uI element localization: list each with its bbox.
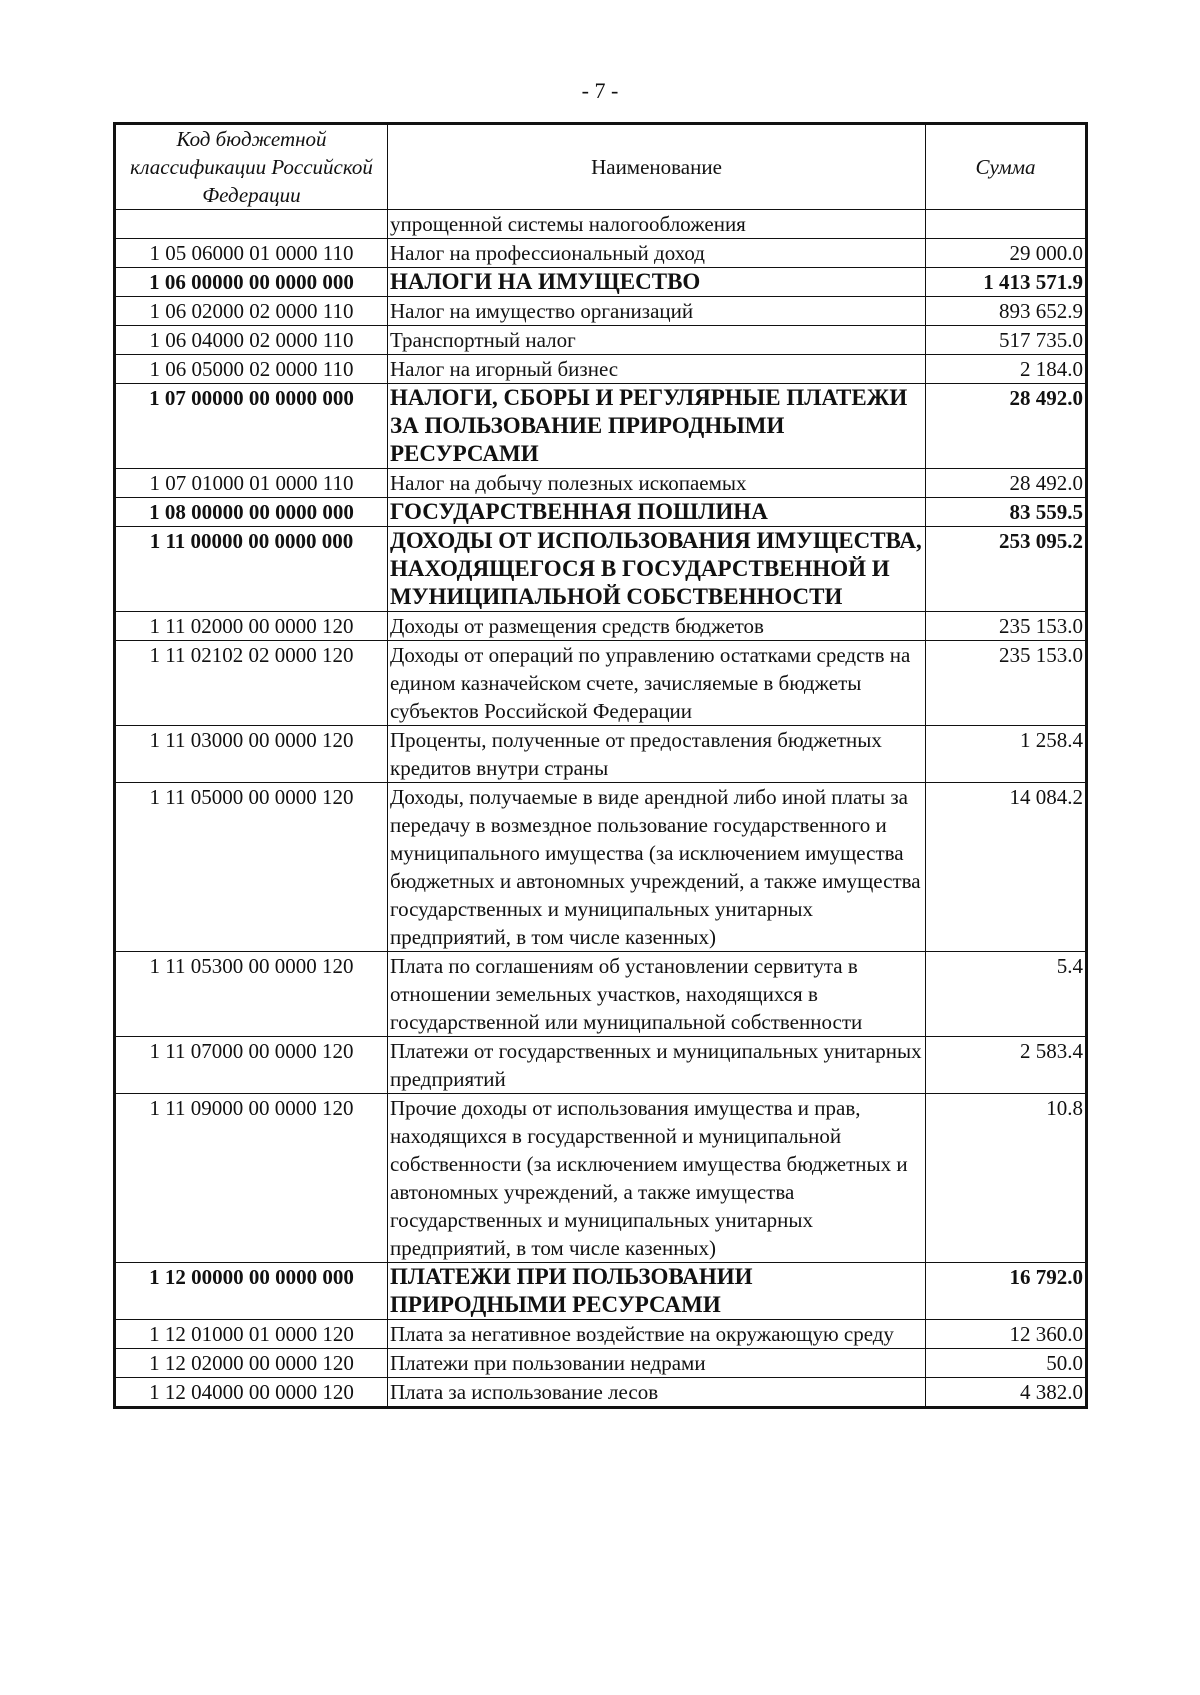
table-row <box>115 268 1087 297</box>
sum-cell <box>926 210 1087 239</box>
sum-cell: 235 153.0 <box>926 641 1087 726</box>
table-row <box>115 384 1087 469</box>
sum-cell: 1 258.4 <box>926 726 1087 783</box>
sum-cell: 50.0 <box>926 1349 1087 1378</box>
table-row <box>115 641 1087 726</box>
sum-cell: 1 413 571.9 <box>926 268 1087 297</box>
name-cell: Плата за негативное воздействие на окружающую среду <box>388 1320 926 1349</box>
code-cell: 1 11 05000 00 0000 120 <box>115 783 388 952</box>
name-cell: Проценты, полученные от предоставления бюджетных кредитов внутри страны <box>388 726 926 783</box>
code-cell: 1 11 09000 00 0000 120 <box>115 1094 388 1263</box>
header-name: Наименование <box>388 124 926 210</box>
code-cell: 1 06 05000 02 0000 110 <box>115 355 388 384</box>
code-cell: 1 08 00000 00 0000 000 <box>115 498 388 527</box>
name-cell: Налог на игорный бизнес <box>388 355 926 384</box>
table-header-row <box>115 124 1087 210</box>
name-cell: Платежи от государственных и муниципальных унитарных предприятий <box>388 1037 926 1094</box>
table-row <box>115 1037 1087 1094</box>
table-row <box>115 1378 1087 1408</box>
name-cell: Доходы от размещения средств бюджетов <box>388 612 926 641</box>
table-row <box>115 783 1087 952</box>
sum-cell: 4 382.0 <box>926 1378 1087 1408</box>
sum-cell: 14 084.2 <box>926 783 1087 952</box>
sum-cell: 235 153.0 <box>926 612 1087 641</box>
name-cell: Плата за использование лесов <box>388 1378 926 1408</box>
sum-cell: 12 360.0 <box>926 1320 1087 1349</box>
table-row <box>115 1349 1087 1378</box>
budget-revenue-table <box>113 122 1088 1409</box>
code-cell: 1 07 00000 00 0000 000 <box>115 384 388 469</box>
sum-cell: 28 492.0 <box>926 469 1087 498</box>
code-cell: 1 11 03000 00 0000 120 <box>115 726 388 783</box>
table-row <box>115 326 1087 355</box>
code-cell: 1 12 01000 01 0000 120 <box>115 1320 388 1349</box>
name-cell: Налог на профессиональный доход <box>388 239 926 268</box>
sum-cell: 893 652.9 <box>926 297 1087 326</box>
table-row <box>115 469 1087 498</box>
code-cell: 1 11 02102 02 0000 120 <box>115 641 388 726</box>
code-cell: 1 06 00000 00 0000 000 <box>115 268 388 297</box>
sum-cell: 517 735.0 <box>926 326 1087 355</box>
name-cell: Транспортный налог <box>388 326 926 355</box>
sum-cell: 5.4 <box>926 952 1087 1037</box>
name-cell: ПЛАТЕЖИ ПРИ ПОЛЬЗОВАНИИ ПРИРОДНЫМИ РЕСУРСАМИ <box>388 1263 926 1320</box>
name-cell: Плата по соглашениям об установлении сервитута в отношении земельных участков, находящихся в государственной или муниципальной собственности <box>388 952 926 1037</box>
code-cell: 1 06 02000 02 0000 110 <box>115 297 388 326</box>
page-number: - 7 - <box>581 78 619 103</box>
code-cell: 1 12 02000 00 0000 120 <box>115 1349 388 1378</box>
sum-cell: 83 559.5 <box>926 498 1087 527</box>
name-cell: НАЛОГИ НА ИМУЩЕСТВО <box>388 268 926 297</box>
sum-cell: 2 184.0 <box>926 355 1087 384</box>
table-row <box>115 297 1087 326</box>
sum-cell: 28 492.0 <box>926 384 1087 469</box>
table-row <box>115 726 1087 783</box>
sum-cell: 29 000.0 <box>926 239 1087 268</box>
table-row <box>115 527 1087 612</box>
code-cell: 1 11 07000 00 0000 120 <box>115 1037 388 1094</box>
table-row <box>115 1320 1087 1349</box>
code-cell: 1 11 00000 00 0000 000 <box>115 527 388 612</box>
name-cell: Налог на имущество организаций <box>388 297 926 326</box>
table-row <box>115 952 1087 1037</box>
name-cell: Доходы, получаемые в виде арендной либо иной платы за передачу в возмездное пользование государственного и муниципального имущества (за исключением имущества бюджетных и автономных учреждений, а также имущества государственных и муниципальных унитарных предприятий, в том числе казенных) <box>388 783 926 952</box>
header-code: Код бюджетной классификации Российской Федерации <box>115 124 388 210</box>
sum-cell: 253 095.2 <box>926 527 1087 612</box>
table-row <box>115 1263 1087 1320</box>
code-cell: 1 11 05300 00 0000 120 <box>115 952 388 1037</box>
name-cell: ГОСУДАРСТВЕННАЯ ПОШЛИНА <box>388 498 926 527</box>
table-row <box>115 1094 1087 1263</box>
sum-cell: 10.8 <box>926 1094 1087 1263</box>
name-cell: Доходы от операций по управлению остатками средств на едином казначейском счете, зачисляемые в бюджеты субъектов Российской Федерации <box>388 641 926 726</box>
name-cell: упрощенной системы налогообложения <box>388 210 926 239</box>
code-cell: 1 07 01000 01 0000 110 <box>115 469 388 498</box>
table-row <box>115 210 1087 239</box>
code-cell: 1 05 06000 01 0000 110 <box>115 239 388 268</box>
name-cell: Платежи при пользовании недрами <box>388 1349 926 1378</box>
name-cell: Налог на добычу полезных ископаемых <box>388 469 926 498</box>
sum-cell: 16 792.0 <box>926 1263 1087 1320</box>
code-cell: 1 12 04000 00 0000 120 <box>115 1378 388 1408</box>
table-row <box>115 355 1087 384</box>
code-cell <box>115 210 388 239</box>
table-row <box>115 498 1087 527</box>
header-sum: Сумма <box>926 124 1087 210</box>
code-cell: 1 06 04000 02 0000 110 <box>115 326 388 355</box>
name-cell: Прочие доходы от использования имущества и прав, находящихся в государственной и муниципальной собственности (за исключением имущества бюджетных и автономных учреждений, а также имущества государственных и муниципальных унитарных предприятий, в том числе казенных) <box>388 1094 926 1263</box>
code-cell: 1 11 02000 00 0000 120 <box>115 612 388 641</box>
name-cell: ДОХОДЫ ОТ ИСПОЛЬЗОВАНИЯ ИМУЩЕСТВА, НАХОДЯЩЕГОСЯ В ГОСУДАРСТВЕННОЙ И МУНИЦИПАЛЬНОЙ СОБСТВЕННОСТИ <box>388 527 926 612</box>
table-row <box>115 239 1087 268</box>
table-row <box>115 612 1087 641</box>
code-cell: 1 12 00000 00 0000 000 <box>115 1263 388 1320</box>
name-cell: НАЛОГИ, СБОРЫ И РЕГУЛЯРНЫЕ ПЛАТЕЖИ ЗА ПОЛЬЗОВАНИЕ ПРИРОДНЫМИ РЕСУРСАМИ <box>388 384 926 469</box>
sum-cell: 2 583.4 <box>926 1037 1087 1094</box>
